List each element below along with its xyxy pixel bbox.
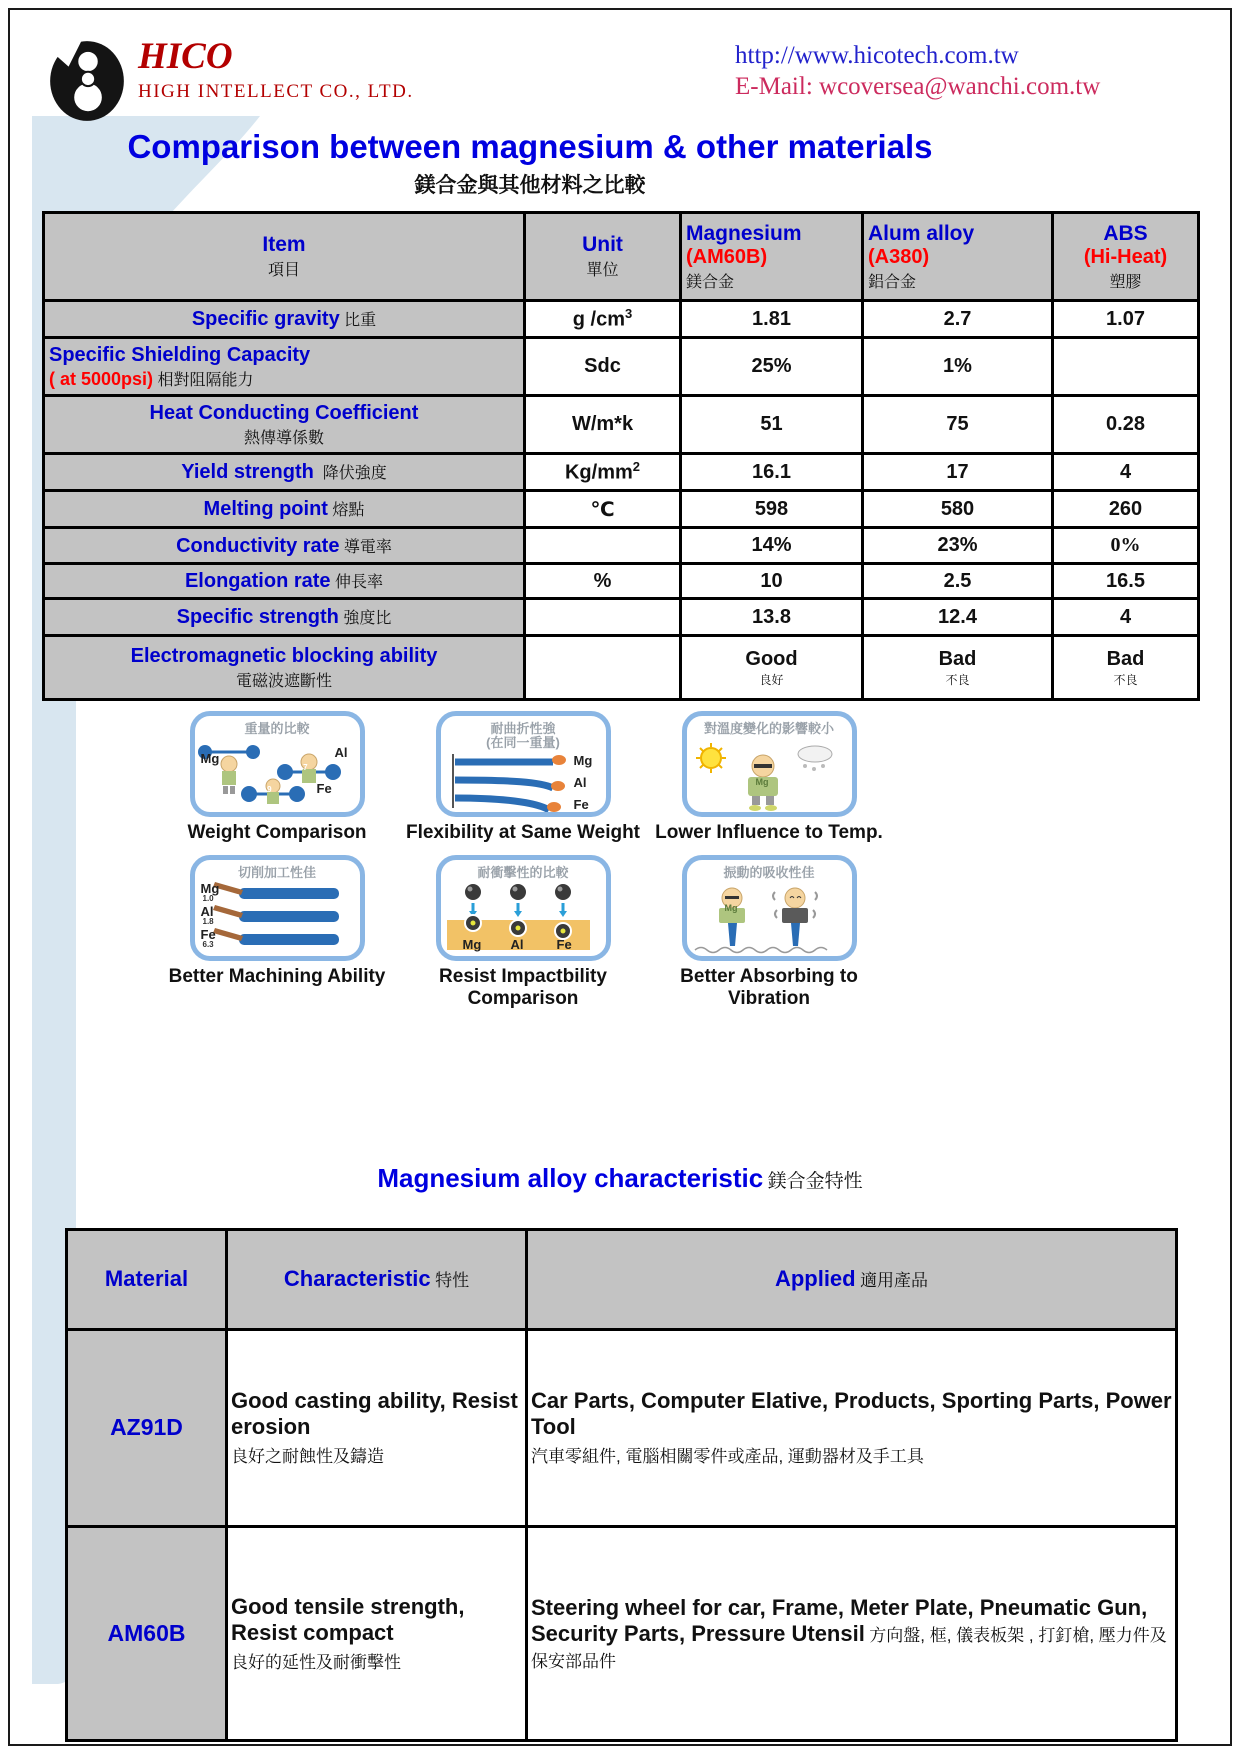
- panel-subtitle: (在同一重量): [486, 735, 560, 750]
- table-row: [44, 454, 1199, 491]
- element-value: 6.3: [202, 940, 214, 950]
- value-cell: 23%: [863, 528, 1053, 564]
- comparison-table: [42, 211, 1200, 701]
- characteristic-cell: Good tensile strength, Resist compact 良好的延性及耐衝擊性: [227, 1526, 527, 1740]
- table-row: [44, 396, 1199, 454]
- value-cell: 51: [681, 396, 863, 454]
- section-title-chinese: 鎂合金特性: [767, 1170, 863, 1192]
- page-title: Comparison between magnesium & other materials: [127, 128, 933, 165]
- column-header-characteristic: Characteristic 特性: [227, 1229, 527, 1329]
- unit-cell: [525, 599, 681, 636]
- value-cell: 16.1: [681, 454, 863, 491]
- value-cell: 75: [863, 396, 1053, 454]
- table-row: [44, 301, 1199, 338]
- item-cell: Heat Conducting Coefficient 熱傳導係數: [44, 396, 525, 454]
- element-label: Fe: [573, 797, 589, 812]
- element-label: Al: [200, 904, 214, 920]
- page-header: [46, 38, 414, 124]
- element-label: Mg: [200, 751, 220, 766]
- panel-caption: Lower Influence to Temp.: [655, 822, 883, 843]
- table-row: [44, 636, 1199, 700]
- value-cell: 13.8: [681, 599, 863, 636]
- value-cell: 1.07: [1053, 301, 1199, 338]
- website-url: http://www.hicotech.com.tw: [735, 42, 1019, 69]
- value-cell: 1%: [863, 338, 1053, 396]
- value-cell: Bad 不良: [863, 636, 1053, 700]
- item-cell: Elongation rate 伸長率: [44, 564, 525, 599]
- unit-cell: g $/cm^3$: [525, 301, 681, 338]
- panel-weight-comparison: [154, 711, 400, 855]
- element-value: 1.0: [202, 894, 214, 904]
- value-cell: 2.5: [863, 564, 1053, 599]
- element-label: Fe: [316, 781, 332, 796]
- panel-caption: Resist Impactbility Comparison: [439, 966, 607, 1009]
- value-cell: 2.7: [863, 301, 1053, 338]
- item-cell: Melting point 熔點: [44, 491, 525, 528]
- item-cell: Specific gravity 比重: [44, 301, 525, 338]
- element-value: 1.8: [266, 741, 278, 750]
- feature-panels: [154, 711, 894, 1021]
- value-cell: 1.81: [681, 301, 863, 338]
- applied-cell: Car Parts, Computer Elative, Products, Sporting Parts, Power Tool 汽車零組件, 電腦相關零件或產品, 運動器材及手工具: [527, 1329, 1177, 1526]
- table-row: [44, 338, 1199, 396]
- column-header-abs: ABS (Hi-Heat) 塑膠: [1053, 213, 1199, 301]
- flexibility-illustration: [441, 752, 596, 812]
- element-label: Fe: [556, 937, 572, 953]
- section-heading: [0, 1163, 1240, 1194]
- material-name-cell: AM60B: [67, 1526, 227, 1740]
- panel-caption: Flexibility at Same Weight: [405, 822, 641, 843]
- table-row: [67, 1526, 1177, 1740]
- unit-cell: [525, 528, 681, 564]
- value-cell: 4: [1053, 599, 1199, 636]
- panel-impact: [400, 855, 646, 1021]
- panel-title: 耐曲折性強: [490, 721, 556, 736]
- table-row: [44, 491, 1199, 528]
- panel-flexibility: [400, 711, 646, 855]
- element-label: Mg: [200, 881, 220, 897]
- table-row: [44, 564, 1199, 599]
- panel-title: 耐衝擊性的比較: [477, 865, 569, 881]
- value-cell: 16.5: [1053, 564, 1199, 599]
- panel-caption: Better Absorbing to Vibration: [680, 966, 858, 1009]
- value-cell: 0.28: [1053, 396, 1199, 454]
- column-header-alum-alloy: Alum alloy (A380) 鋁合金: [863, 213, 1053, 301]
- value-cell: Bad 不良: [1053, 636, 1199, 700]
- element-label: Al: [510, 937, 524, 953]
- value-cell: 12.4: [863, 599, 1053, 636]
- table-row: [67, 1329, 1177, 1526]
- materials-table: [65, 1228, 1178, 1742]
- element-label: Al: [334, 745, 348, 760]
- element-label: Mg: [462, 937, 482, 953]
- value-cell: 14%: [681, 528, 863, 564]
- element-value: 1.8: [202, 917, 214, 927]
- contact-block: [735, 40, 1100, 103]
- panel-caption: Weight Comparison: [187, 822, 367, 843]
- panel-vibration: [646, 855, 892, 1021]
- table-row: [44, 599, 1199, 636]
- column-header-unit: Unit 單位: [525, 213, 681, 301]
- unit-cell: ℃: [525, 491, 681, 528]
- email-address: E-Mail: wcoversea@wanchi.com.tw: [735, 73, 1101, 101]
- item-cell: Conductivity rate 導電率: [44, 528, 525, 564]
- value-cell: 10: [681, 564, 863, 599]
- element-label: Al: [573, 775, 587, 790]
- value-cell: 260: [1053, 491, 1199, 528]
- panel-temperature: [646, 711, 892, 855]
- column-header-magnesium: Magnesium (AM60B) 鎂合金: [681, 213, 863, 301]
- value-cell: [1053, 338, 1199, 396]
- value-cell: 17: [863, 454, 1053, 491]
- element-value: 7.9: [260, 785, 272, 794]
- column-header-item: Item 項目: [44, 213, 525, 301]
- company-name: HICO: [138, 36, 233, 77]
- column-header-applied: Applied 適用產品: [527, 1229, 1177, 1329]
- panel-title: 對溫度變化的影響較小: [703, 721, 834, 736]
- section-title: Magnesium alloy characteristic: [377, 1162, 764, 1193]
- page-title-chinese: 鎂合金與其他材料之比較: [414, 173, 646, 197]
- panel-caption: Better Machining Ability: [168, 966, 386, 988]
- element-value: 2.7: [296, 763, 308, 772]
- hico-logo-icon: [46, 38, 128, 124]
- value-cell: 580: [863, 491, 1053, 528]
- element-label: Mg: [724, 903, 738, 914]
- panel-machining: [154, 855, 400, 1021]
- item-cell: Specific strength 強度比: [44, 599, 525, 636]
- applied-cell: Steering wheel for car, Frame, Meter Plate, Pneumatic Gun, Security Parts, Pressure Utensil 方向盤, 框, 儀表板架 , 打釘槍, 壓力件及保安部品件: [527, 1526, 1177, 1740]
- unit-cell: Sdc: [525, 338, 681, 396]
- value-cell: 25%: [681, 338, 863, 396]
- unit-cell: W/m*k: [525, 396, 681, 454]
- table-row: [44, 528, 1199, 564]
- element-label: Fe: [200, 927, 216, 943]
- column-header-material: Material: [67, 1229, 227, 1329]
- value-cell: 598: [681, 491, 863, 528]
- material-name-cell: AZ91D: [67, 1329, 227, 1526]
- value-cell: 4: [1053, 454, 1199, 491]
- unit-cell: $Kg/mm^2$: [525, 454, 681, 491]
- unit-cell: %: [525, 564, 681, 599]
- item-cell: Specific Shielding Capacity ( at 5000psi) 相對阻隔能力: [44, 338, 525, 396]
- item-cell: Yield strength 降伏強度: [44, 454, 525, 491]
- value-cell: 0%: [1053, 528, 1199, 564]
- company-subtitle: HIGH INTELLECT CO., LTD.: [138, 80, 414, 102]
- value-cell: Good 良好: [681, 636, 863, 700]
- panel-title: 重量的比較: [244, 721, 310, 736]
- panel-title: 振動的吸收性佳: [723, 865, 815, 881]
- element-label: Mg: [573, 753, 593, 768]
- vibration-illustration: [687, 884, 842, 956]
- element-label: Mg: [755, 777, 769, 787]
- unit-cell: [525, 636, 681, 700]
- item-cell: Electromagnetic blocking ability 電磁波遮斷性: [44, 636, 525, 700]
- panel-title: 切削加工性佳: [237, 865, 316, 881]
- characteristic-cell: Good casting ability, Resist erosion 良好之耐蝕性及鑄造: [227, 1329, 527, 1526]
